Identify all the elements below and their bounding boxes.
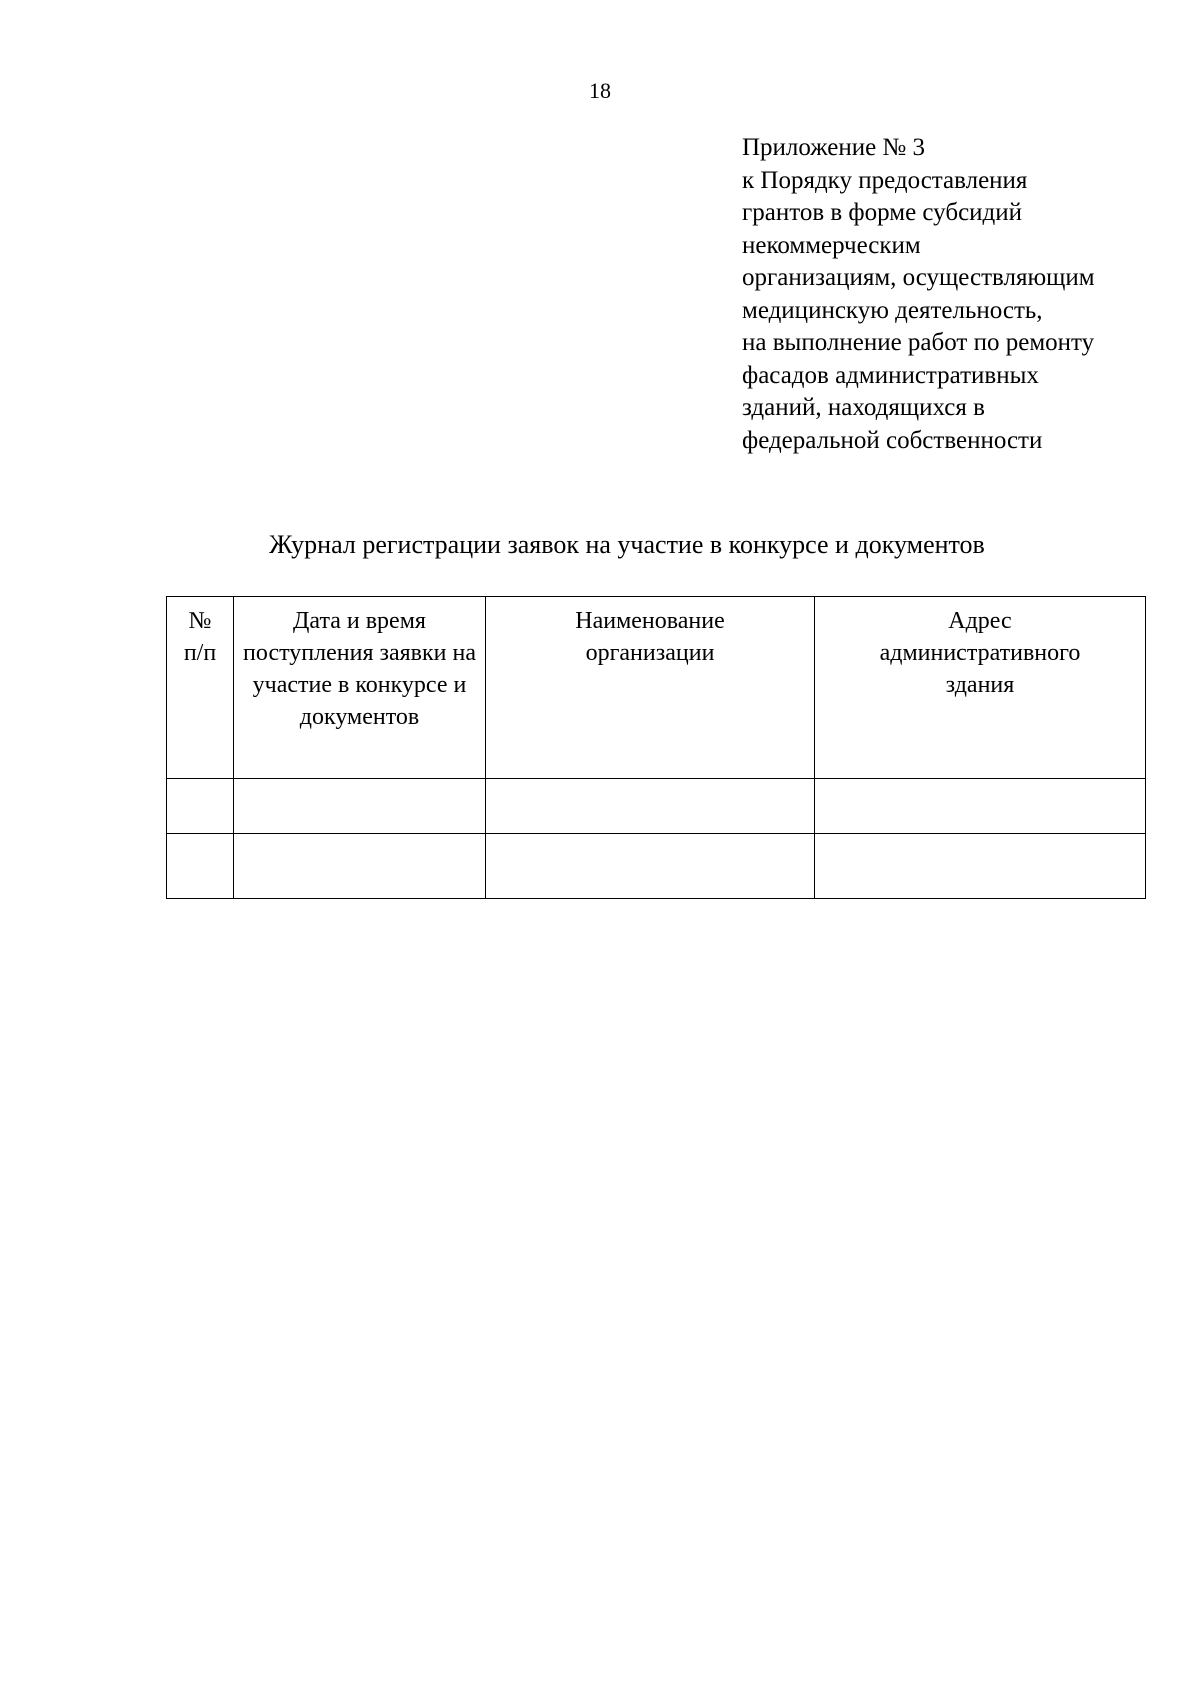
appendix-line: грантов в форме субсидий (742, 199, 1023, 226)
page-number: 18 (589, 78, 611, 103)
appendix-block (742, 132, 1162, 457)
appendix-line: организациям, осуществляющим (742, 264, 1095, 291)
table-header-row (167, 597, 1146, 779)
appendix-line: фасадов административных (742, 361, 1039, 389)
appendix-line: Приложение № 3 (742, 134, 926, 161)
appendix-line: зданий, находящихся в (742, 394, 985, 421)
table-cell (815, 834, 1146, 899)
column-header-organization (486, 597, 815, 779)
table-row (167, 779, 1146, 834)
table-cell (815, 779, 1146, 834)
column-header-organization-text: Наименование организации (575, 608, 725, 666)
table-cell (234, 834, 486, 899)
appendix-line: некоммерческим (742, 231, 921, 259)
table-cell (167, 834, 234, 899)
column-header-address (815, 597, 1146, 779)
table-cell (486, 779, 815, 834)
appendix-line: на выполнение работ по ремонту (742, 329, 1095, 356)
table-cell (234, 779, 486, 834)
table-row (167, 834, 1146, 899)
column-header-number (167, 597, 234, 779)
column-header-date-time (234, 597, 486, 779)
journal-title: Журнал регистрации заявок на участие в конкурсе и документов (269, 530, 985, 559)
column-header-date-time-text: Дата и время поступления заявки на участие в конкурсе и документов (243, 608, 476, 730)
column-header-address-text: Адрес административного здания (879, 608, 1081, 698)
table-cell (167, 779, 234, 834)
appendix-line: к Порядку предоставления (742, 166, 1028, 194)
table-cell (486, 834, 815, 899)
appendix-line: федеральной собственности (742, 426, 1043, 454)
registration-table (166, 596, 1146, 899)
column-header-number-text: № п/п (183, 608, 217, 666)
appendix-line: медицинскую деятельность, (742, 296, 1043, 324)
